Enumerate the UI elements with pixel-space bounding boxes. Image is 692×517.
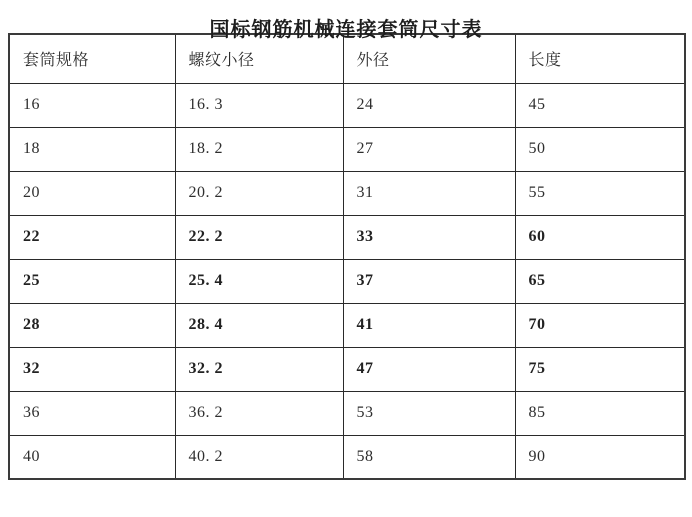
cell-length: 75 [515, 347, 685, 391]
table-row [9, 259, 685, 303]
cell-spec: 32 [9, 347, 175, 391]
cell-outer-diameter: 31 [343, 171, 515, 215]
cell-outer-diameter: 41 [343, 303, 515, 347]
cell-thread-minor-diameter: 28. 4 [175, 303, 343, 347]
cell-thread-minor-diameter: 25. 4 [175, 259, 343, 303]
cell-thread-minor-diameter: 18. 2 [175, 127, 343, 171]
table-row [9, 215, 685, 259]
table-row [9, 347, 685, 391]
cell-thread-minor-diameter: 22. 2 [175, 215, 343, 259]
column-header-thread-minor-diameter: 螺纹小径 [175, 34, 343, 83]
cell-spec: 25 [9, 259, 175, 303]
cell-thread-minor-diameter: 40. 2 [175, 435, 343, 479]
table-row [9, 171, 685, 215]
cell-spec: 18 [9, 127, 175, 171]
cell-spec: 28 [9, 303, 175, 347]
cell-outer-diameter: 37 [343, 259, 515, 303]
table-row [9, 127, 685, 171]
cell-outer-diameter: 58 [343, 435, 515, 479]
column-header-length: 长度 [515, 34, 685, 83]
cell-outer-diameter: 27 [343, 127, 515, 171]
cell-spec: 20 [9, 171, 175, 215]
cell-length: 50 [515, 127, 685, 171]
column-header-outer-diameter: 外径 [343, 34, 515, 83]
cell-spec: 36 [9, 391, 175, 435]
cell-spec: 40 [9, 435, 175, 479]
cell-thread-minor-diameter: 20. 2 [175, 171, 343, 215]
cell-thread-minor-diameter: 36. 2 [175, 391, 343, 435]
table-row [9, 391, 685, 435]
cell-length: 90 [515, 435, 685, 479]
cell-length: 60 [515, 215, 685, 259]
page-title: 国标钢筋机械连接套筒尺寸表 [209, 19, 483, 41]
cell-thread-minor-diameter: 16. 3 [175, 83, 343, 127]
cell-spec: 16 [9, 83, 175, 127]
cell-outer-diameter: 24 [343, 83, 515, 127]
cell-outer-diameter: 33 [343, 215, 515, 259]
table-row [9, 303, 685, 347]
table-row [9, 83, 685, 127]
cell-length: 45 [515, 83, 685, 127]
table-row [9, 435, 685, 479]
cell-length: 70 [515, 303, 685, 347]
cell-outer-diameter: 47 [343, 347, 515, 391]
cell-length: 55 [515, 171, 685, 215]
column-header-sleeve-spec: 套筒规格 [9, 34, 175, 83]
cell-thread-minor-diameter: 32. 2 [175, 347, 343, 391]
sleeve-size-table [8, 33, 686, 480]
cell-length: 65 [515, 259, 685, 303]
cell-length: 85 [515, 391, 685, 435]
cell-outer-diameter: 53 [343, 391, 515, 435]
cell-spec: 22 [9, 215, 175, 259]
